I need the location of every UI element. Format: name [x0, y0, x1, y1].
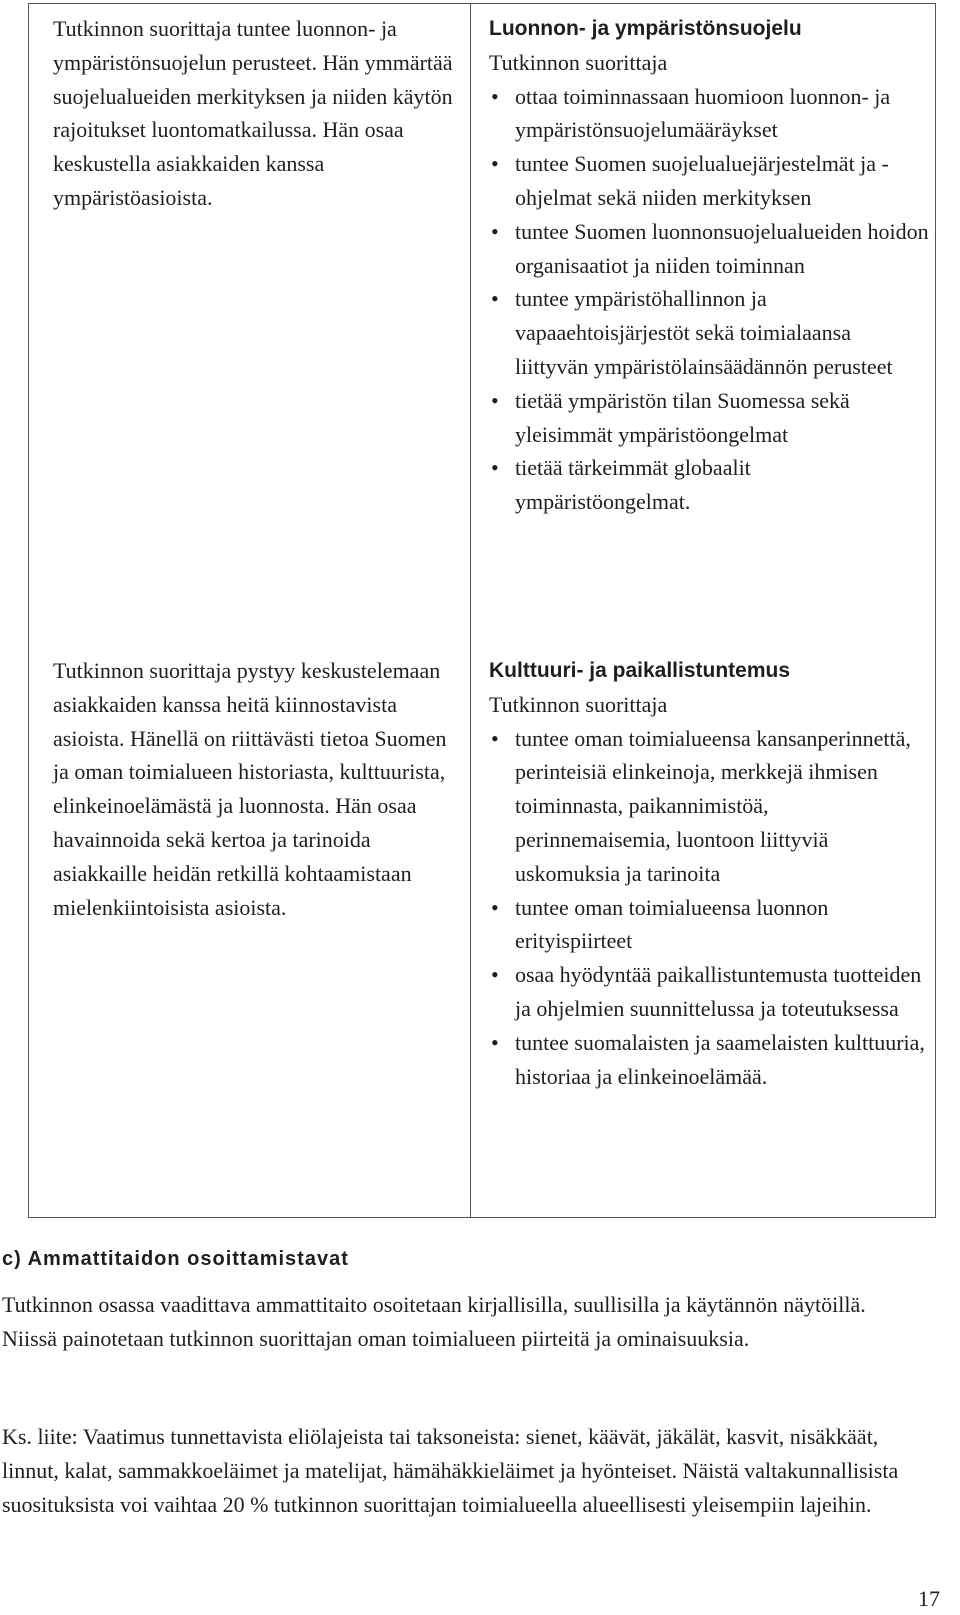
section-culture: [489, 654, 929, 1093]
bullet-list-environment: [489, 80, 929, 519]
list-item: • tuntee Suomen luonnonsuojelualueiden hoidon organisaatiot ja niiden toiminnan: [489, 215, 929, 283]
list-item: • tuntee ympäristöhallinnon ja vapaaehtoisjärjestöt sekä toimialaansa liittyvän ympäristölainsäädännön perusteet: [489, 282, 929, 383]
bullet-list-culture: [489, 722, 929, 1094]
species-appendix-paragraph: Ks. liite: Vaatimus tunnettavista eliölajeista tai taksoneista: sienet, käävät, jäkälät, kasvit, nisäkkäät, linnut, kalat, sammakkoeläimet ja matelijat, hämähäkkieläimet ja hyönteiset. Näistä valtakunnallisista suosituksista voi vaihtaa 20 % tutkinnon suorittajan toimialueella alueellisesti yleisempiin lajeihin.: [2, 1424, 899, 1517]
section-title-environment: Luonnon- ja ympäristönsuojelu: [489, 17, 802, 40]
requirements-table: [28, 3, 936, 1218]
list-item: • tietää ympäristön tilan Suomessa sekä yleisimmät ympäristöongelmat: [489, 384, 929, 452]
section-environment: [489, 12, 929, 519]
list-item: • tuntee Suomen suojelualuejärjestelmät ja -ohjelmat sekä niiden merkityksen: [489, 147, 929, 215]
list-item: • tuntee suomalaisten ja saamelaisten kulttuuria, historiaa ja elinkeinoelämää.: [489, 1026, 929, 1094]
list-item: • tuntee oman toimialueensa kansanperinnettä, perinteisiä elinkeinoja, merkkejä ihmisen toiminnasta, paikannimistöä, perinnemaisemia, luontoon liittyviä uskomuksia ja tarinoita: [489, 722, 929, 891]
list-item: • tuntee oman toimialueensa luonnon erityispiirteet: [489, 891, 929, 959]
section-lead-culture: Tutkinnon suorittaja: [489, 691, 668, 717]
list-item: • ottaa toiminnassaan huomioon luonnon- ja ympäristönsuojelumääräykset: [489, 80, 929, 148]
knowledge-summary-culture: Tutkinnon suorittaja pystyy keskustelemaan asiakkaiden kanssa heitä kiinnostavista asioista. Hänellä on riittävästi tietoa Suomen ja oman toimialueen historiasta, kulttuurista, elinkeinoelämästä ja luonnosta. Hän osaa havainnoida sekä kertoa ja tarinoida asiakkaille heidän retkillä kohtaamistaan mielenkiintoisista asioista.: [53, 658, 447, 920]
list-item: • tietää tärkeimmät globaalit ympäristöongelmat.: [489, 451, 929, 519]
section-lead-environment: Tutkinnon suorittaja: [489, 49, 668, 75]
list-item: • osaa hyödyntää paikallistuntemusta tuotteiden ja ohjelmien suunnittelussa ja toteutuksessa: [489, 958, 929, 1026]
demonstration-methods-paragraph: Tutkinnon osassa vaadittava ammattitaito osoitetaan kirjallisilla, suullisilla ja käytännön näytöillä. Niissä painotetaan tutkinnon suorittajan oman toimialueen piirteitä ja ominaisuuksia.: [2, 1292, 866, 1351]
knowledge-summary-environment: Tutkinnon suorittaja tuntee luonnon- ja ympäristönsuojelun perusteet. Hän ymmärtää suojelualueiden merkityksen ja niiden käytön rajoitukset luontomatkailussa. Hän osaa keskustella asiakkaiden kanssa ympäristöasioista.: [53, 16, 453, 210]
section-c-heading: c) Ammattitaidon osoittamistavat: [2, 1248, 349, 1270]
table-left-column: [29, 4, 471, 1217]
page-number: 17: [918, 1586, 940, 1611]
table-right-column: [471, 4, 935, 1217]
section-title-culture: Kulttuuri- ja paikallistuntemus: [489, 659, 791, 682]
